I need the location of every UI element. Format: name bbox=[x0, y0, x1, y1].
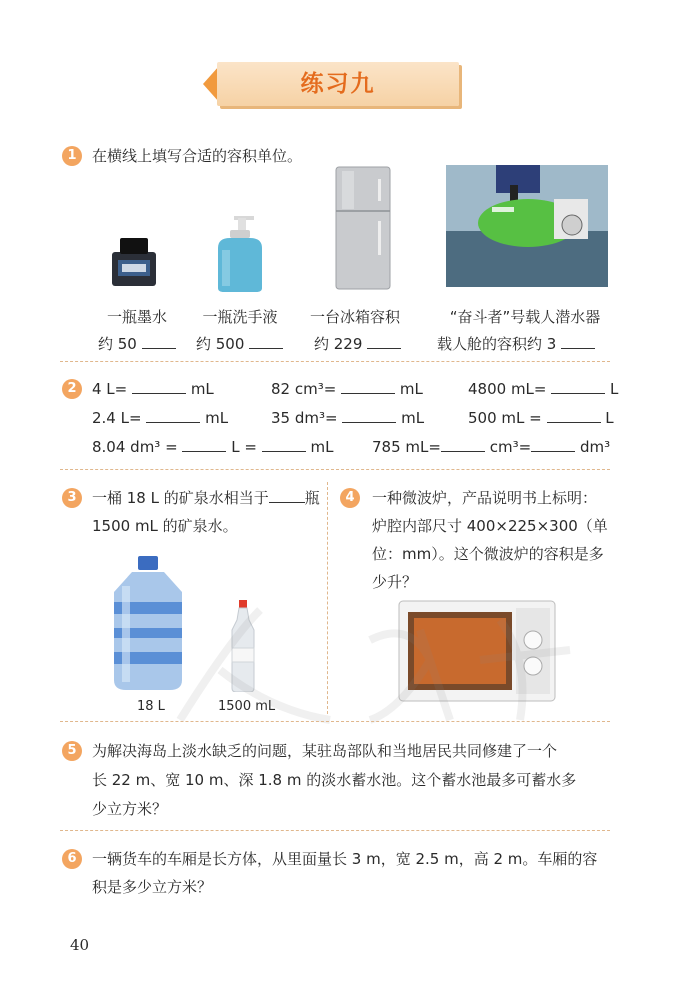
conversion-3a: 8.04 dm³ = L = mL bbox=[92, 438, 334, 456]
refrigerator-image bbox=[332, 163, 394, 293]
question-3-number: 3 bbox=[62, 488, 82, 508]
answer-blank[interactable] bbox=[182, 438, 226, 452]
question-3-line-1: 一桶 18 L 的矿泉水相当于 瓶 bbox=[92, 489, 320, 507]
answer-blank[interactable] bbox=[441, 438, 485, 452]
conversion-3b: 785 mL= cm³= dm³ bbox=[372, 438, 611, 456]
item-submersible-answer: 载人舱的容积约 3 bbox=[437, 334, 595, 354]
page-title: 练习九 bbox=[300, 71, 376, 97]
answer-blank[interactable] bbox=[531, 438, 575, 452]
page-number: 40 bbox=[70, 936, 90, 954]
question-4-line-2: 炉腔内部尺寸 400×225×300（单 bbox=[372, 517, 608, 535]
question-6-line-1: 一辆货车的车厢是长方体，从里面量长 3 m，宽 2.5 m，高 2 m。车厢的容 bbox=[92, 850, 598, 868]
question-1-prompt: 在横线上填写合适的容积单位。 bbox=[92, 147, 303, 165]
question-6-number: 6 bbox=[62, 849, 82, 869]
question-5-line-2: 长 22 m、宽 10 m、深 1.8 m 的淡水蓄水池。这个蓄水池最多可蓄水多 bbox=[92, 771, 577, 789]
answer-blank[interactable] bbox=[132, 380, 186, 394]
divider bbox=[60, 361, 610, 362]
conversion-2a: 2.4 L= mL bbox=[92, 409, 229, 427]
answer-blank[interactable] bbox=[561, 335, 595, 349]
conversion-1c: 4800 mL= L bbox=[468, 380, 619, 398]
microwave-image bbox=[398, 600, 556, 704]
answer-blank[interactable] bbox=[249, 335, 283, 349]
conversion-2c: 500 mL = L bbox=[468, 409, 614, 427]
conversion-2b: 35 dm³= mL bbox=[271, 409, 425, 427]
question-4-number: 4 bbox=[340, 488, 360, 508]
submersible-photo bbox=[446, 165, 608, 287]
item-fridge-caption: 一台冰箱容积 bbox=[309, 308, 400, 326]
question-3-line-2: 1500 mL 的矿泉水。 bbox=[92, 517, 238, 535]
question-6-line-2: 积是多少立方米？ bbox=[92, 878, 213, 896]
jug-label: 18 L bbox=[137, 699, 165, 714]
question-5-line-3: 少立方米？ bbox=[92, 800, 168, 818]
small-bottle-image bbox=[230, 600, 256, 692]
question-4-line-1: 一种微波炉，产品说明书上标明： bbox=[372, 489, 598, 507]
item-soap-answer: 约 500 bbox=[196, 334, 283, 354]
question-4-line-3: 位：mm）。这个微波炉的容积是多 bbox=[372, 545, 604, 563]
question-1-number: 1 bbox=[62, 146, 82, 166]
question-5-number: 5 bbox=[62, 741, 82, 761]
conversion-1b: 82 cm³= mL bbox=[271, 380, 423, 398]
answer-blank[interactable] bbox=[142, 335, 176, 349]
divider bbox=[60, 469, 610, 470]
bottle-label: 1500 mL bbox=[218, 699, 276, 714]
answer-blank[interactable] bbox=[547, 409, 601, 423]
answer-blank[interactable] bbox=[551, 380, 605, 394]
ink-bottle-image bbox=[106, 236, 162, 290]
answer-blank[interactable] bbox=[146, 409, 200, 423]
water-jug-image bbox=[108, 556, 188, 692]
item-soap-caption: 一瓶洗手液 bbox=[202, 308, 278, 326]
item-submersible-caption: “奋斗者”号载人潜水器 bbox=[449, 308, 601, 326]
item-ink-caption: 一瓶墨水 bbox=[106, 308, 167, 326]
divider bbox=[60, 721, 610, 722]
question-2-number: 2 bbox=[62, 379, 82, 399]
answer-blank[interactable] bbox=[342, 409, 396, 423]
hand-soap-image bbox=[208, 214, 270, 292]
answer-blank[interactable] bbox=[269, 489, 305, 503]
conversion-1a: 4 L= mL bbox=[92, 380, 214, 398]
question-5-line-1: 为解决海岛上淡水缺乏的问题，某驻岛部队和当地居民共同修建了一个 bbox=[92, 742, 558, 760]
answer-blank[interactable] bbox=[341, 380, 395, 394]
item-ink-answer: 约 50 bbox=[98, 334, 176, 354]
column-divider bbox=[327, 482, 328, 714]
answer-blank[interactable] bbox=[262, 438, 306, 452]
item-fridge-answer: 约 229 bbox=[314, 334, 401, 354]
title-banner bbox=[203, 62, 459, 106]
answer-blank[interactable] bbox=[367, 335, 401, 349]
divider bbox=[60, 830, 610, 831]
question-4-line-4: 少升？ bbox=[372, 573, 418, 591]
